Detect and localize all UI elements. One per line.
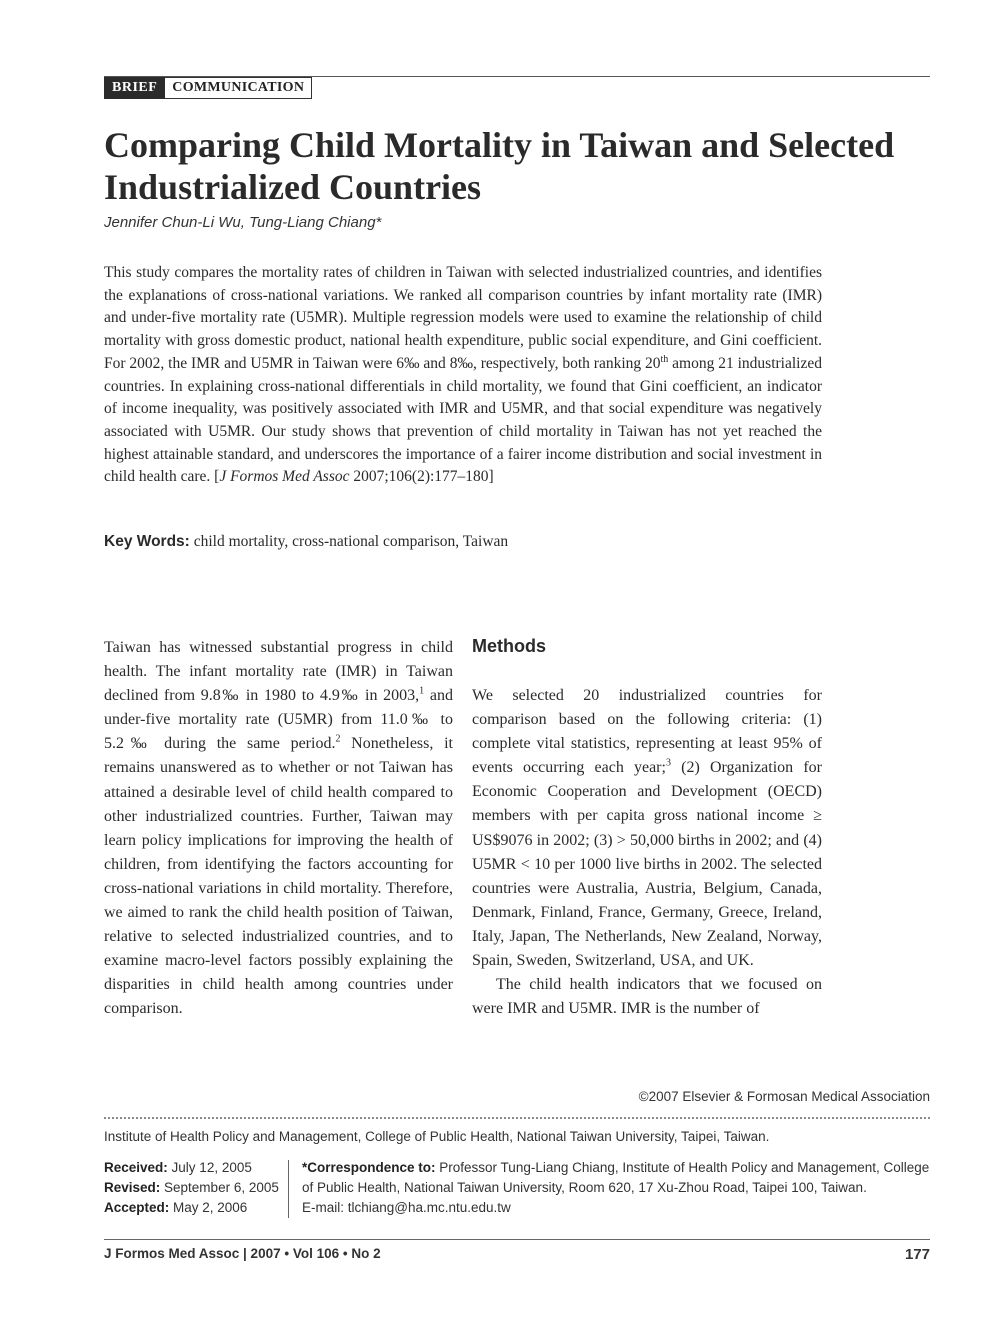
methods-text-1b: (2) Organization for Economic Cooperation and Development (OECD) members with per capita gross national income ≥ US$9076 in 2002; (3) > 50,000 births in 2002; and (4) U5MR < 10 per 1000 live births in 2002. The selected countries were Australia, Austria, Belgium, Canada, Denmark, Finland, France, Germany, Greece, Ireland, Italy, Japan, The Netherlands, New Zealand, Norway, Spain, Sweden, Switzerland, USA, and UK. [472, 759, 822, 970]
intro-paragraph [104, 636, 453, 1022]
revised-value: September 6, 2005 [160, 1180, 279, 1195]
keywords [104, 533, 508, 551]
abstract-text-1: This study compares the mortality rates of children in Taiwan with selected industrialized countries, and identifies the explanations of cross-national variations. We ranked all comparison countries by infant mortality rate (IMR) and under-five mortality rate (U5MR). Multiple regression models were used to examine the relationship of child mortality with gross domestic product, national health expenditure, public social expenditure, and Gini coefficient. For 2002, the IMR and U5MR in Taiwan were 6‰ and 8‰, respectively, both ranking 20 [104, 264, 822, 372]
keywords-value: child mortality, cross-national comparison, Taiwan [189, 533, 509, 550]
abstract [104, 262, 822, 489]
received-date [104, 1158, 279, 1178]
methods-body [472, 684, 822, 1021]
article-title: Comparing Child Mortality in Taiwan and Selected Industrialized Countries [104, 125, 895, 207]
vertical-divider [288, 1160, 289, 1218]
methods-text-2: The child health indicators that we focused on were IMR and U5MR. IMR is the number of [472, 976, 822, 1018]
accepted-date [104, 1198, 279, 1218]
copyright: ©2007 Elsevier & Formosan Medical Association [638, 1089, 930, 1104]
email-label: E-mail: [302, 1200, 348, 1215]
revised-date [104, 1178, 279, 1198]
email-link[interactable]: tlchiang@ha.mc.ntu.edu.tw [347, 1200, 511, 1215]
journal-info: J Formos Med Assoc | 2007 • Vol 106 • No 2 [104, 1246, 381, 1261]
methods-text-1a: We selected 20 industrialized countries for comparison based on the following criteria: (1) complete vital statistics, representing at least 95% of events occurring each year; [472, 687, 822, 777]
article-authors: Jennifer Chun-Li Wu, Tung-Liang Chiang* [104, 214, 382, 231]
abstract-citation-rest: 2007;106(2):177–180] [349, 468, 494, 486]
intro-text-1: Taiwan has witnessed substantial progress in child health. The infant mortality rate (IMR) in Taiwan declined from 9.8‰ in 1980 to 4.9‰ in 2003, [104, 639, 453, 705]
affiliation: Institute of Health Policy and Management, College of Public Health, National Taiwan University, Taipei, Taiwan. [104, 1129, 770, 1144]
abstract-citation-journal: J Formos Med Assoc [219, 468, 350, 486]
correspondence-label: *Correspondence to: [302, 1160, 436, 1175]
section-tag [104, 77, 312, 99]
keywords-label: Key Words: [104, 533, 190, 550]
abstract-superscript: th [660, 353, 669, 365]
page-number: 177 [904, 1246, 930, 1263]
received-value: July 12, 2005 [167, 1160, 252, 1175]
section-tag-communication: COMMUNICATION [165, 77, 312, 99]
footer-rule [104, 1239, 930, 1240]
revised-label: Revised: [104, 1180, 161, 1195]
reference-3: 3 [665, 757, 671, 769]
dotted-divider [104, 1117, 930, 1119]
abstract-text-2: among 21 industrialized countries. In explaining cross-national differentials in child mortality, we found that Gini coefficient, an indicator of income inequality, was positively associated with IMR and U5MR, and that social expenditure was negatively associated with U5MR. Our study shows that prevention of child mortality in Taiwan has not yet reached the highest attainable standard, and underscores the importance of a fairer income distribution and social investment in child health care. [ [104, 354, 822, 486]
intro-text-2: and under-five mortality rate (U5MR) from 11.0‰ to 5.2‰ during the same period. [104, 687, 453, 753]
correspondence-text: Professor Tung-Liang Chiang, Institute of Health Policy and Management, College of Public Health, National Taiwan University, Room 620, 17 Xu-Zhou Road, Taipei 100, Taiwan. [302, 1160, 930, 1195]
methods-heading: Methods [472, 636, 546, 656]
accepted-label: Accepted: [104, 1200, 170, 1215]
intro-text-3: Nonetheless, it remains unanswered as to whether or not Taiwan has attained a desirable level of child health compared to other industrialized countries. Further, Taiwan may learn policy implications for improving the health of children, from identifying the factors accounting for cross-national variations in child mortality. Therefore, we aimed to rank the child health position of Taiwan, relative to selected industrialized countries, and to examine macro-level factors possibly explaining the disparities in child health among countries under comparison. [104, 735, 454, 1018]
correspondence [302, 1158, 932, 1218]
accepted-value: May 2, 2006 [169, 1200, 248, 1215]
reference-2: 2 [335, 734, 341, 746]
section-tag-brief: BRIEF [104, 77, 165, 99]
reference-1: 1 [419, 685, 425, 697]
received-label: Received: [104, 1160, 168, 1175]
article-dates [104, 1158, 279, 1218]
